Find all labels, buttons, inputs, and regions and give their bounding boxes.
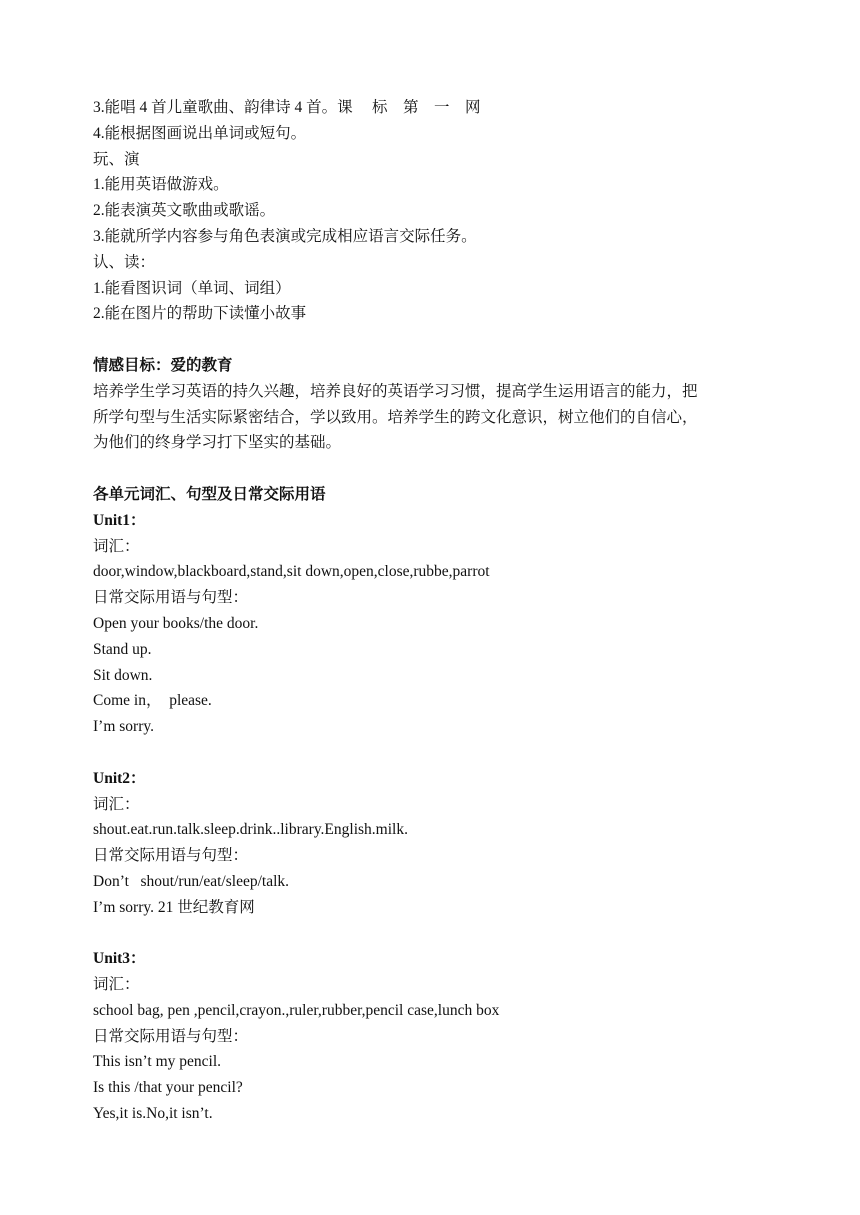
- units-heading: 各单元词汇、句型及日常交际用语: [93, 485, 326, 503]
- sentence: Don’t shout/run/eat/sleep/talk.: [93, 872, 290, 890]
- unit-title: Unit1：: [93, 511, 146, 529]
- vocab-label: 词汇：: [93, 795, 140, 813]
- sentence: Stand up.: [93, 640, 152, 658]
- sentence: Is this /that your pencil?: [93, 1079, 243, 1097]
- read-item: 2.能在图片的帮助下读懂小故事: [93, 305, 307, 323]
- emotion-paragraph-line: 为他们的终身学习打下坚实的基础。: [93, 434, 342, 452]
- play-item: 2.能表演英文歌曲或歌谣。: [93, 202, 276, 220]
- skill-sing-line: 3.能唱 4 首儿童歌曲、韵律诗 4 首。课 标 第 一 网: [93, 99, 481, 116]
- document-body: [93, 95, 783, 1127]
- play-item: 1.能用英语做游戏。: [93, 176, 229, 194]
- unit-title: Unit2：: [93, 769, 146, 787]
- blank-line: [93, 921, 783, 947]
- sentence: Open your books/the door.: [93, 614, 259, 632]
- sentence: This isn’t my pencil.: [93, 1053, 222, 1071]
- expression-label: 日常交际用语与句型：: [93, 1027, 249, 1045]
- sentence: Sit down.: [93, 666, 153, 684]
- emotion-heading: 情感目标：爱的教育: [93, 356, 233, 374]
- sentence: Yes,it is.No,it isn’t.: [93, 1105, 213, 1123]
- sentence: Come in， please.: [93, 692, 212, 710]
- sentence: I’m sorry. 21 世纪教育网: [93, 898, 255, 916]
- read-item: 1.能看图识词（单词、词组）: [93, 279, 291, 297]
- blank-line: [93, 327, 783, 353]
- play-title: 玩、演: [93, 150, 140, 168]
- emotion-paragraph-line: 所学句型与生活实际紧密结合，学以致用。培养学生的跨文化意识，树立他们的自信心，: [93, 408, 698, 426]
- expression-label: 日常交际用语与句型：: [93, 589, 249, 607]
- skill-say-line: 4.能根据图画说出单词或短句。: [93, 124, 307, 142]
- blank-line: [93, 740, 783, 766]
- emotion-paragraph-line: 培养学生学习英语的持久兴趣，培养良好的英语学习习惯，提高学生运用语言的能力，把: [93, 382, 698, 400]
- vocab-list: shout.eat.run.talk.sleep.drink..library.English.milk.: [93, 821, 408, 839]
- blank-line: [93, 456, 783, 482]
- play-item: 3.能就所学内容参与角色表演或完成相应语言交际任务。: [93, 227, 477, 245]
- vocab-list: school bag, pen ,pencil,crayon.,ruler,rubber,pencil case,lunch box: [93, 1001, 500, 1019]
- sentence: I’m sorry.: [93, 718, 154, 736]
- vocab-list: door,window,blackboard,stand,sit down,open,close,rubbe,parrot: [93, 563, 490, 581]
- vocab-label: 词汇：: [93, 976, 140, 994]
- expression-label: 日常交际用语与句型：: [93, 847, 249, 865]
- vocab-label: 词汇：: [93, 537, 140, 555]
- read-title: 认、读：: [93, 253, 156, 271]
- unit-title: Unit3：: [93, 950, 146, 968]
